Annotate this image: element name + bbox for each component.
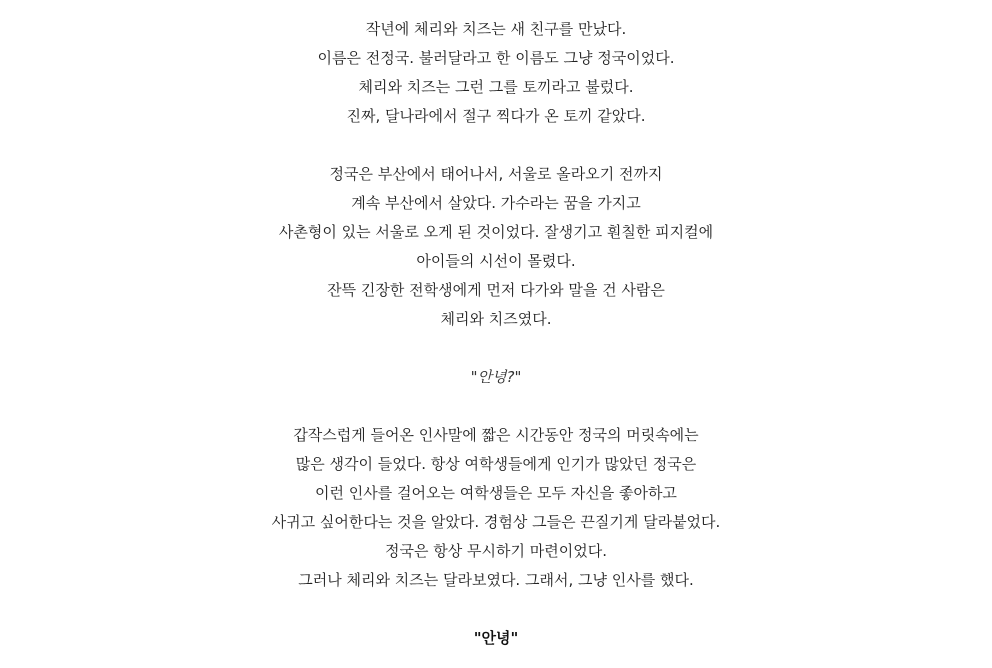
text-line: 아이들의 시선이 몰렸다. <box>416 252 576 270</box>
story-text <box>0 15 992 653</box>
paragraph-2 <box>0 160 992 334</box>
text-line: 사귀고 싶어한다는 것을 알았다. 경험상 그들은 끈질기게 달라붙었다. <box>271 513 721 531</box>
text-line: 이런 인사를 걸어오는 여학생들은 모두 자신을 좋아하고 <box>315 484 677 502</box>
text-line: 이름은 전정국. 불러달라고 한 이름도 그냥 정국이었다. <box>317 49 675 67</box>
paragraph-spacer <box>0 392 992 421</box>
paragraph-spacer <box>0 131 992 160</box>
dialogue-greeting-reply <box>0 624 992 653</box>
text-line: 정국은 항상 무시하기 마련이었다. <box>385 542 607 560</box>
text-line: 체리와 치즈는 그런 그를 토끼라고 불렀다. <box>358 78 634 96</box>
text-line: 그러나 체리와 치즈는 달라보였다. 그래서, 그냥 인사를 했다. <box>298 571 694 589</box>
paragraph-1 <box>0 15 992 131</box>
text-line: 작년에 체리와 치즈는 새 친구를 만났다. <box>365 20 627 38</box>
dialogue-line: "안녕?" <box>470 368 522 386</box>
text-line: 잔뜩 긴장한 전학생에게 먼저 다가와 말을 건 사람은 <box>327 281 665 299</box>
text-line: 정국은 부산에서 태어나서, 서울로 올라오기 전까지 <box>329 165 663 183</box>
text-line: 계속 부산에서 살았다. 가수라는 꿈을 가지고 <box>351 194 641 212</box>
text-line: 갑작스럽게 들어온 인사말에 짧은 시간동안 정국의 머릿속에는 <box>293 426 699 444</box>
paragraph-3 <box>0 421 992 595</box>
text-line: 체리와 치즈였다. <box>440 310 552 328</box>
paragraph-spacer <box>0 334 992 363</box>
dialogue-line: "안녕" <box>473 629 519 647</box>
text-line: 많은 생각이 들었다. 항상 여학생들에게 인기가 많았던 정국은 <box>295 455 697 473</box>
dialogue-greeting-question <box>0 363 992 392</box>
paragraph-spacer <box>0 595 992 624</box>
text-line: 사촌형이 있는 서울로 오게 된 것이었다. 잘생기고 훤칠한 피지컬에 <box>278 223 714 241</box>
text-line: 진짜, 달나라에서 절구 찍다가 온 토끼 같았다. <box>346 107 646 125</box>
